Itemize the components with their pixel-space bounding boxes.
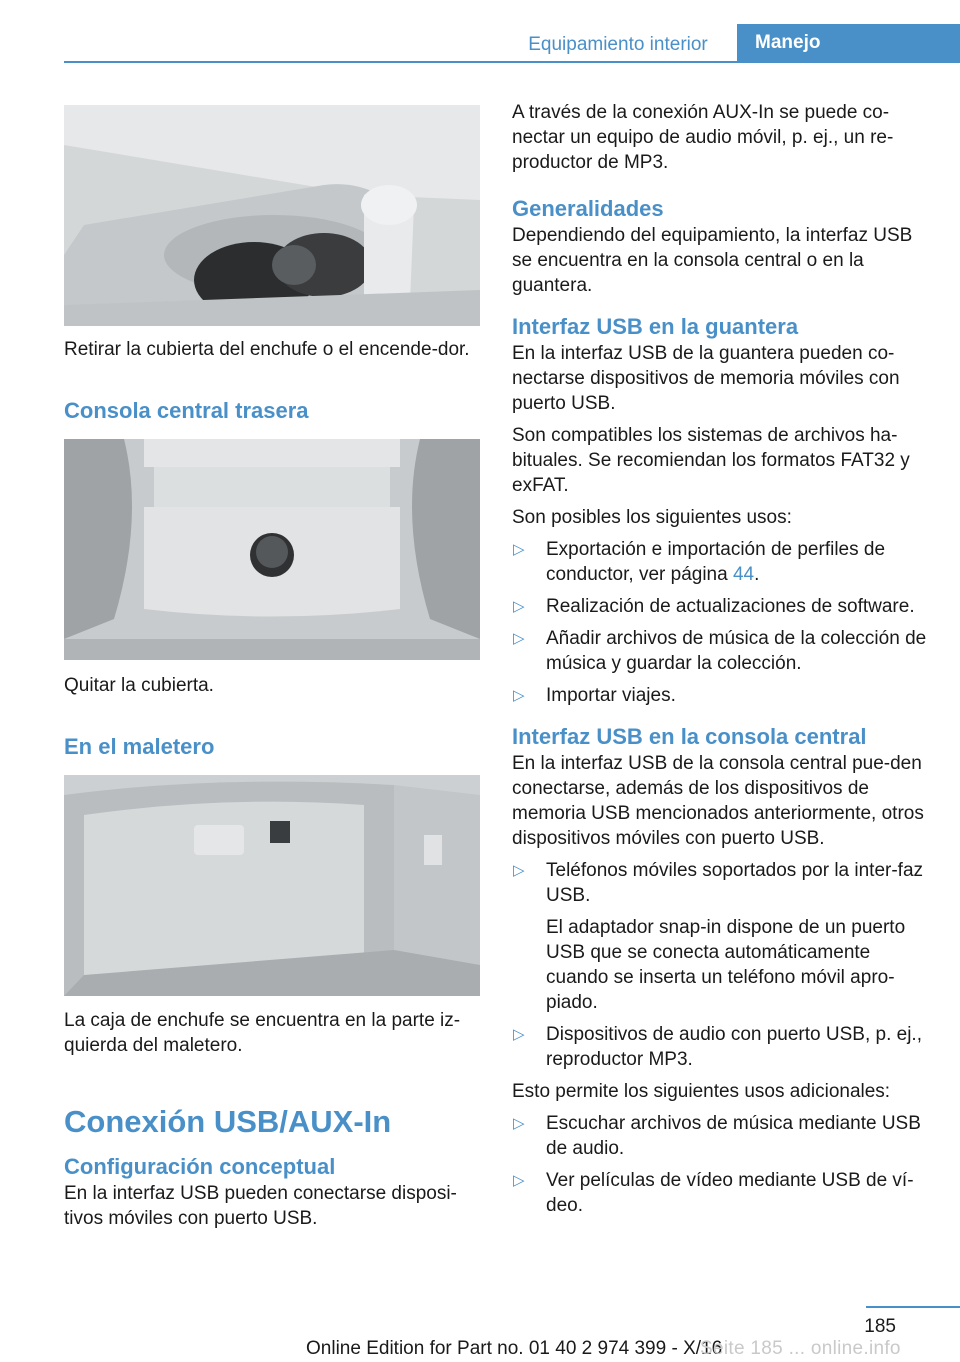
heading-rear-console: Consola central trasera [64, 398, 309, 423]
caption-rear-console: Quitar la cubierta. [64, 675, 214, 696]
heading-glovebox: Interfaz USB en la guantera [512, 314, 799, 339]
page-number: 185 [864, 1316, 896, 1337]
bullet-triangle-icon: ▷ [513, 1172, 525, 1189]
photo-front-console [64, 105, 480, 326]
bullet-triangle-icon: ▷ [513, 1026, 525, 1043]
list-item: ▷ Importar viajes. [513, 685, 676, 706]
heading-trunk: En el maletero [64, 734, 215, 759]
glovebox-text-3: Son posibles los siguientes usos: [512, 507, 792, 528]
console-list [512, 858, 932, 1072]
console-text: En la interfaz USB de la consola central pue-den conectarse, además de los dispositivos de memoria USB mencionados anteriormente, otros dispositivos móviles con puerto USB. [512, 753, 924, 849]
list-item: ▷ Añadir archivos de música de la colección de música y guardar la colección. [513, 628, 927, 674]
bullet-triangle-icon: ▷ [513, 1115, 525, 1132]
glovebox-text-2: Son compatibles los sistemas de archivos ha-bituales. Se recomiendan los formatos FAT32 y exFAT. [512, 425, 910, 496]
bullet-triangle-icon: ▷ [513, 630, 525, 647]
bullet-triangle-icon: ▷ [513, 862, 525, 879]
header-section-title: Equipamiento interior [528, 34, 708, 55]
photo-trunk [64, 775, 480, 996]
aux-text: A través de la conexión AUX-In se puede co-nectar un equipo de audio móvil, p. ej., un re-productor de MP3. [512, 102, 894, 173]
header-rule [64, 61, 960, 63]
photo-rear-console [64, 439, 480, 660]
caption-front-console: Retirar la cubierta del enchufe o el encende-dor. [64, 339, 470, 360]
bullet-triangle-icon: ▷ [513, 598, 525, 615]
general-text: Dependiendo del equipamiento, la interfaz USB se encuentra en la consola central o en la guantera. [512, 225, 913, 296]
right-column [512, 100, 932, 1218]
list-item: ▷ Dispositivos de audio con puerto USB, p. ej., reproductor MP3. [513, 1024, 922, 1070]
watermark: Seite 185 ... online.info [700, 1338, 901, 1359]
footer-rule [866, 1306, 960, 1308]
list-item: ▷ Realización de actualizaciones de software. [513, 596, 915, 617]
bullet-triangle-icon: ▷ [513, 541, 525, 558]
left-column [64, 105, 482, 1231]
page-link[interactable]: 44 [732, 564, 755, 585]
glovebox-text-1: En la interfaz USB de la guantera pueden co-nectarse dispositivos de memoria móviles con puerto USB. [512, 343, 900, 414]
header-chapter-tab: Manejo [737, 24, 960, 62]
edition-text: Online Edition for Part no. 01 40 2 974 399 - X/16 [306, 1338, 723, 1359]
heading-console-usb: Interfaz USB en la consola central [512, 724, 867, 749]
heading-general: Generalidades [512, 196, 664, 221]
heading-concept: Configuración conceptual [64, 1154, 336, 1179]
list-item: ▷ Ver películas de vídeo mediante USB de ví-deo. [513, 1170, 914, 1216]
caption-trunk: La caja de enchufe se encuentra en la parte iz-quierda del maletero. [64, 1010, 461, 1056]
section-title-usb: Conexión USB/AUX-In [64, 1104, 392, 1139]
concept-text: En la interfaz USB pueden conectarse disposi-tivos móviles con puerto USB. [64, 1183, 457, 1229]
extra-text: Esto permite los siguientes usos adicionales: [512, 1081, 891, 1102]
list-item: ▷ Exportación e importación de perfiles de conductor, ver página 44. [513, 539, 886, 585]
bullet-triangle-icon: ▷ [513, 687, 525, 704]
list-item-subtext: El adaptador snap-in dispone de un puerto USB que se conecta automáticamente cuando se inserta un teléfono móvil apro-piado. [546, 917, 906, 1013]
extra-list [512, 1111, 932, 1218]
list-item: ▷ Escuchar archivos de música mediante USB de audio. [513, 1113, 921, 1159]
list-item: ▷ Teléfonos móviles soportados por la inter-faz USB. El adaptador snap-in dispone de un puerto USB que se conecta automáticamente cuando se inserta un teléfono móvil apro-piado. [512, 858, 932, 1015]
glovebox-list [512, 537, 932, 708]
